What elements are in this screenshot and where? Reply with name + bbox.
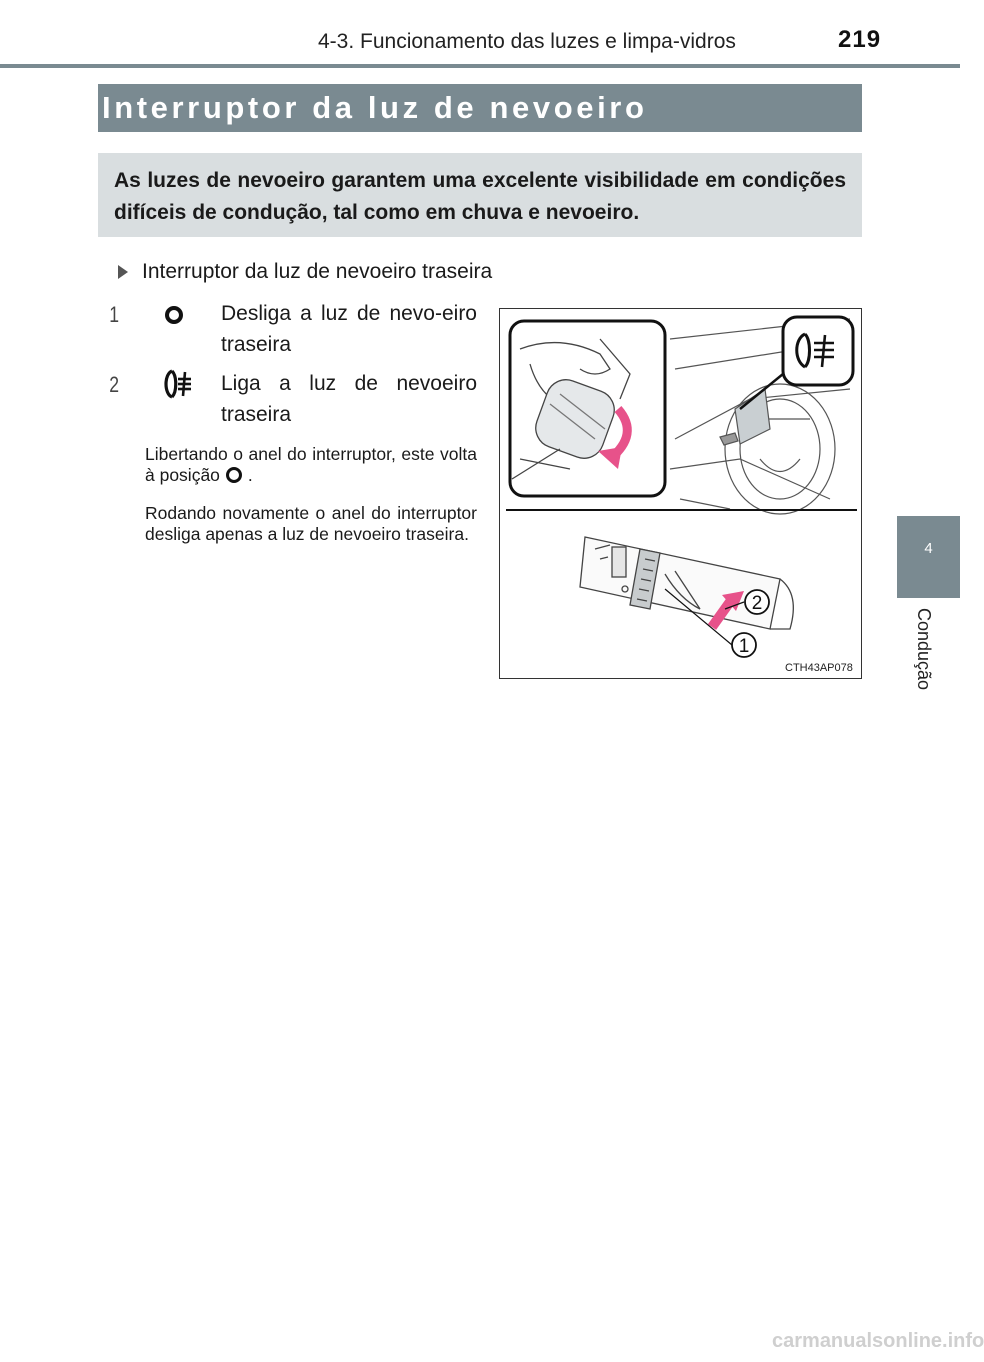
- header-rule: [0, 64, 960, 68]
- chapter-tab: [897, 516, 960, 598]
- triangle-bullet-icon: [118, 265, 128, 279]
- figure-code: CTH43AP078: [785, 662, 853, 674]
- figure-callout-1: 1: [738, 636, 750, 657]
- fog-light-off-inline-icon: [226, 467, 242, 483]
- intro-text: As luzes de nevoeiro garantem uma excelente visibilidade em condições difíceis de condução, tal como em chuva e nevoeiro.: [114, 169, 846, 224]
- section-title: Interruptor da luz de nevoeiro: [102, 90, 648, 125]
- chapter-tab-number: 4: [924, 540, 933, 557]
- illustration-fog-switch: [499, 308, 862, 679]
- page-number: 219: [838, 26, 882, 53]
- watermark: carmanualsonline.info: [772, 1330, 984, 1352]
- note-return-position: [145, 444, 477, 486]
- subsection-heading-text: Interruptor da luz de nevoeiro traseira: [142, 260, 493, 283]
- item-number-2: 2: [109, 372, 120, 397]
- item-number-1: 1: [109, 302, 120, 327]
- note-1-text: Libertando o anel do interruptor, este volta à posição: [145, 444, 477, 485]
- intro-box: [98, 153, 862, 237]
- item-text-1: Desliga a luz de nevo-eiro traseira: [221, 302, 477, 356]
- figure-callout-2: 2: [751, 593, 763, 614]
- fog-light-off-icon: [165, 306, 183, 324]
- subsection-heading: [118, 260, 492, 284]
- illustration-drawing: [500, 309, 863, 680]
- note-1-end: .: [247, 465, 253, 485]
- chapter-tab-label: Condução: [914, 608, 934, 691]
- item-text-2: Liga a luz de nevoeiro traseira: [221, 372, 477, 426]
- running-header: 4-3. Funcionamento das luzes e limpa-vidros: [318, 30, 736, 53]
- note-switch-off: Rodando novamente o anel do interruptor desliga apenas a luz de nevoeiro traseira.: [145, 503, 477, 544]
- rear-fog-light-icon: [160, 368, 194, 400]
